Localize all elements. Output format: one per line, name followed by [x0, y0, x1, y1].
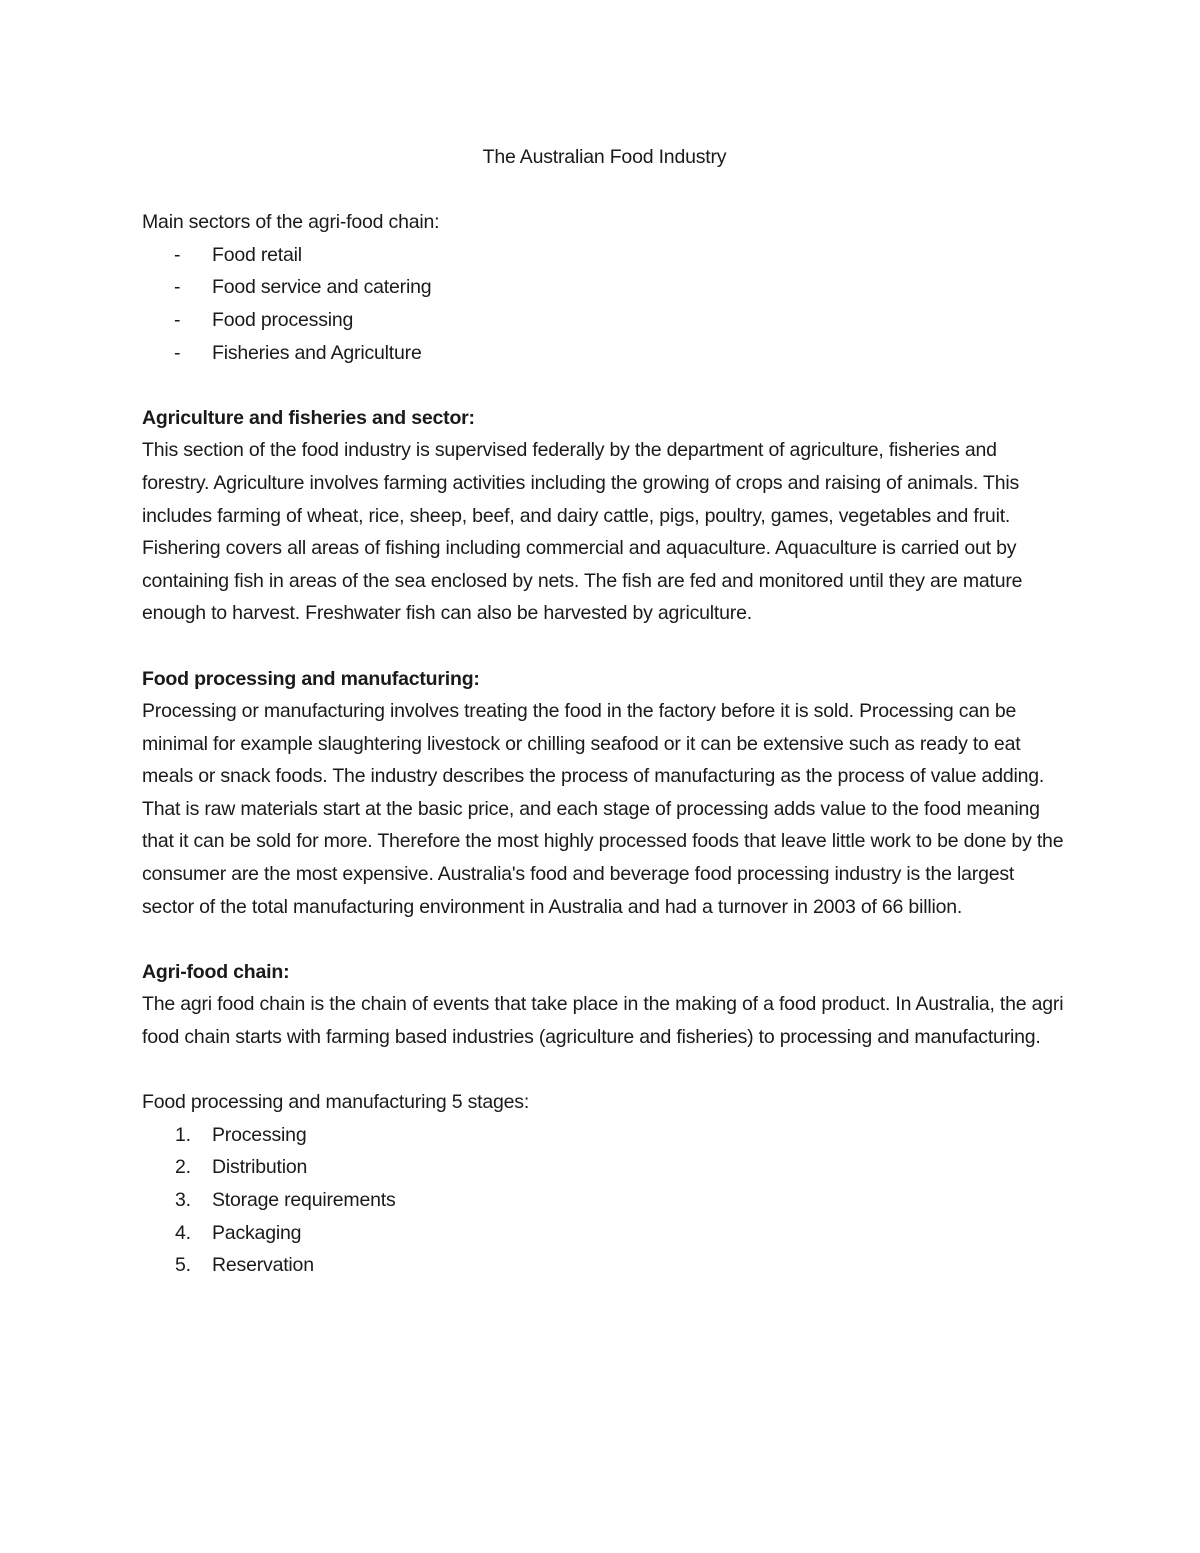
spacer — [142, 923, 1067, 956]
list-item-text: Packaging — [212, 1221, 302, 1244]
section-body-agri-food-chain: The agri food chain is the chain of events that take place in the making of a food product. In Australia, the agri food chain starts with farming based industries (agriculture and fisheries) to processing and manufacturing. — [142, 993, 1064, 1049]
list-item-text: Distribution — [212, 1156, 308, 1179]
document-page — [142, 141, 1067, 1282]
list-item — [142, 337, 1067, 370]
list-item-text: Fisheries and Agriculture — [212, 341, 422, 364]
list-item-text: Reservation — [212, 1254, 314, 1277]
section-heading-processing: Food processing and manufacturing: — [142, 667, 480, 690]
list-item — [142, 1217, 1067, 1250]
dash-marker: - — [174, 243, 181, 266]
stages-list — [142, 1119, 1067, 1282]
section-body-processing: Processing or manufacturing involves treating the food in the factory before it is sold. Processing can be minimal for example slaughtering livestock or chilling seafood or it can be extensive such as ready to eat meals or snack foods. The industry describes the process of manufacturing as the process of value adding. That is raw materials start at the basic price, and each stage of processing adds value to the food meaning that it can be sold for more. Therefore the most highly processed foods that leave little work to be done by the consumer are the most expensive. Australia's food and beverage food processing industry is the largest sector of the total manufacturing environment in Australia and had a turnover in 2003 of 66 billion. — [142, 700, 1064, 918]
list-item — [142, 271, 1067, 304]
dash-marker: - — [174, 341, 181, 364]
list-item-text: Food service and catering — [212, 276, 432, 299]
section-heading-agriculture: Agriculture and fisheries and sector: — [142, 406, 475, 429]
list-item — [142, 1119, 1067, 1152]
list-item — [142, 1151, 1067, 1184]
section-body-agriculture: This section of the food industry is supervised federally by the department of agriculture, fisheries and forestry. Agriculture involves farming activities including the growing of crops and raising of animals. This includes farming of wheat, rice, sheep, beef, and dairy cattle, pigs, poultry, games, vegetables and fruit. Fishering covers all areas of fishing including commercial and aquaculture. Aquaculture is carried out by containing fish in areas of the sea enclosed by nets. The fish are fed and monitored until they are mature enough to harvest. Freshwater fish can also be harvested by agriculture. — [142, 439, 1023, 625]
section-heading-agri-food-chain: Agri-food chain: — [142, 960, 290, 983]
list-item — [142, 239, 1067, 272]
list-number: 4. — [175, 1221, 191, 1244]
spacer — [142, 630, 1067, 663]
list-item-text: Storage requirements — [212, 1189, 396, 1211]
dash-marker: - — [174, 308, 181, 331]
list-item-text: Processing — [212, 1123, 307, 1146]
stages-label: Food processing and manufacturing 5 stages: — [142, 1091, 530, 1114]
spacer — [142, 1054, 1067, 1087]
dash-marker: - — [174, 276, 181, 299]
document-title: The Australian Food Industry — [482, 146, 727, 168]
sectors-list — [142, 239, 1067, 369]
list-number: 3. — [175, 1189, 191, 1211]
list-item-text: Food processing — [212, 308, 354, 331]
list-number: 2. — [175, 1156, 191, 1179]
sectors-label: Main sectors of the agri-food chain: — [142, 211, 440, 234]
spacer — [142, 369, 1067, 402]
spacer — [142, 174, 1067, 207]
list-item — [142, 1184, 1067, 1217]
list-item-text: Food retail — [212, 243, 302, 266]
list-item — [142, 1249, 1067, 1282]
list-number: 1. — [175, 1123, 191, 1146]
list-item — [142, 304, 1067, 337]
list-number: 5. — [175, 1254, 191, 1277]
